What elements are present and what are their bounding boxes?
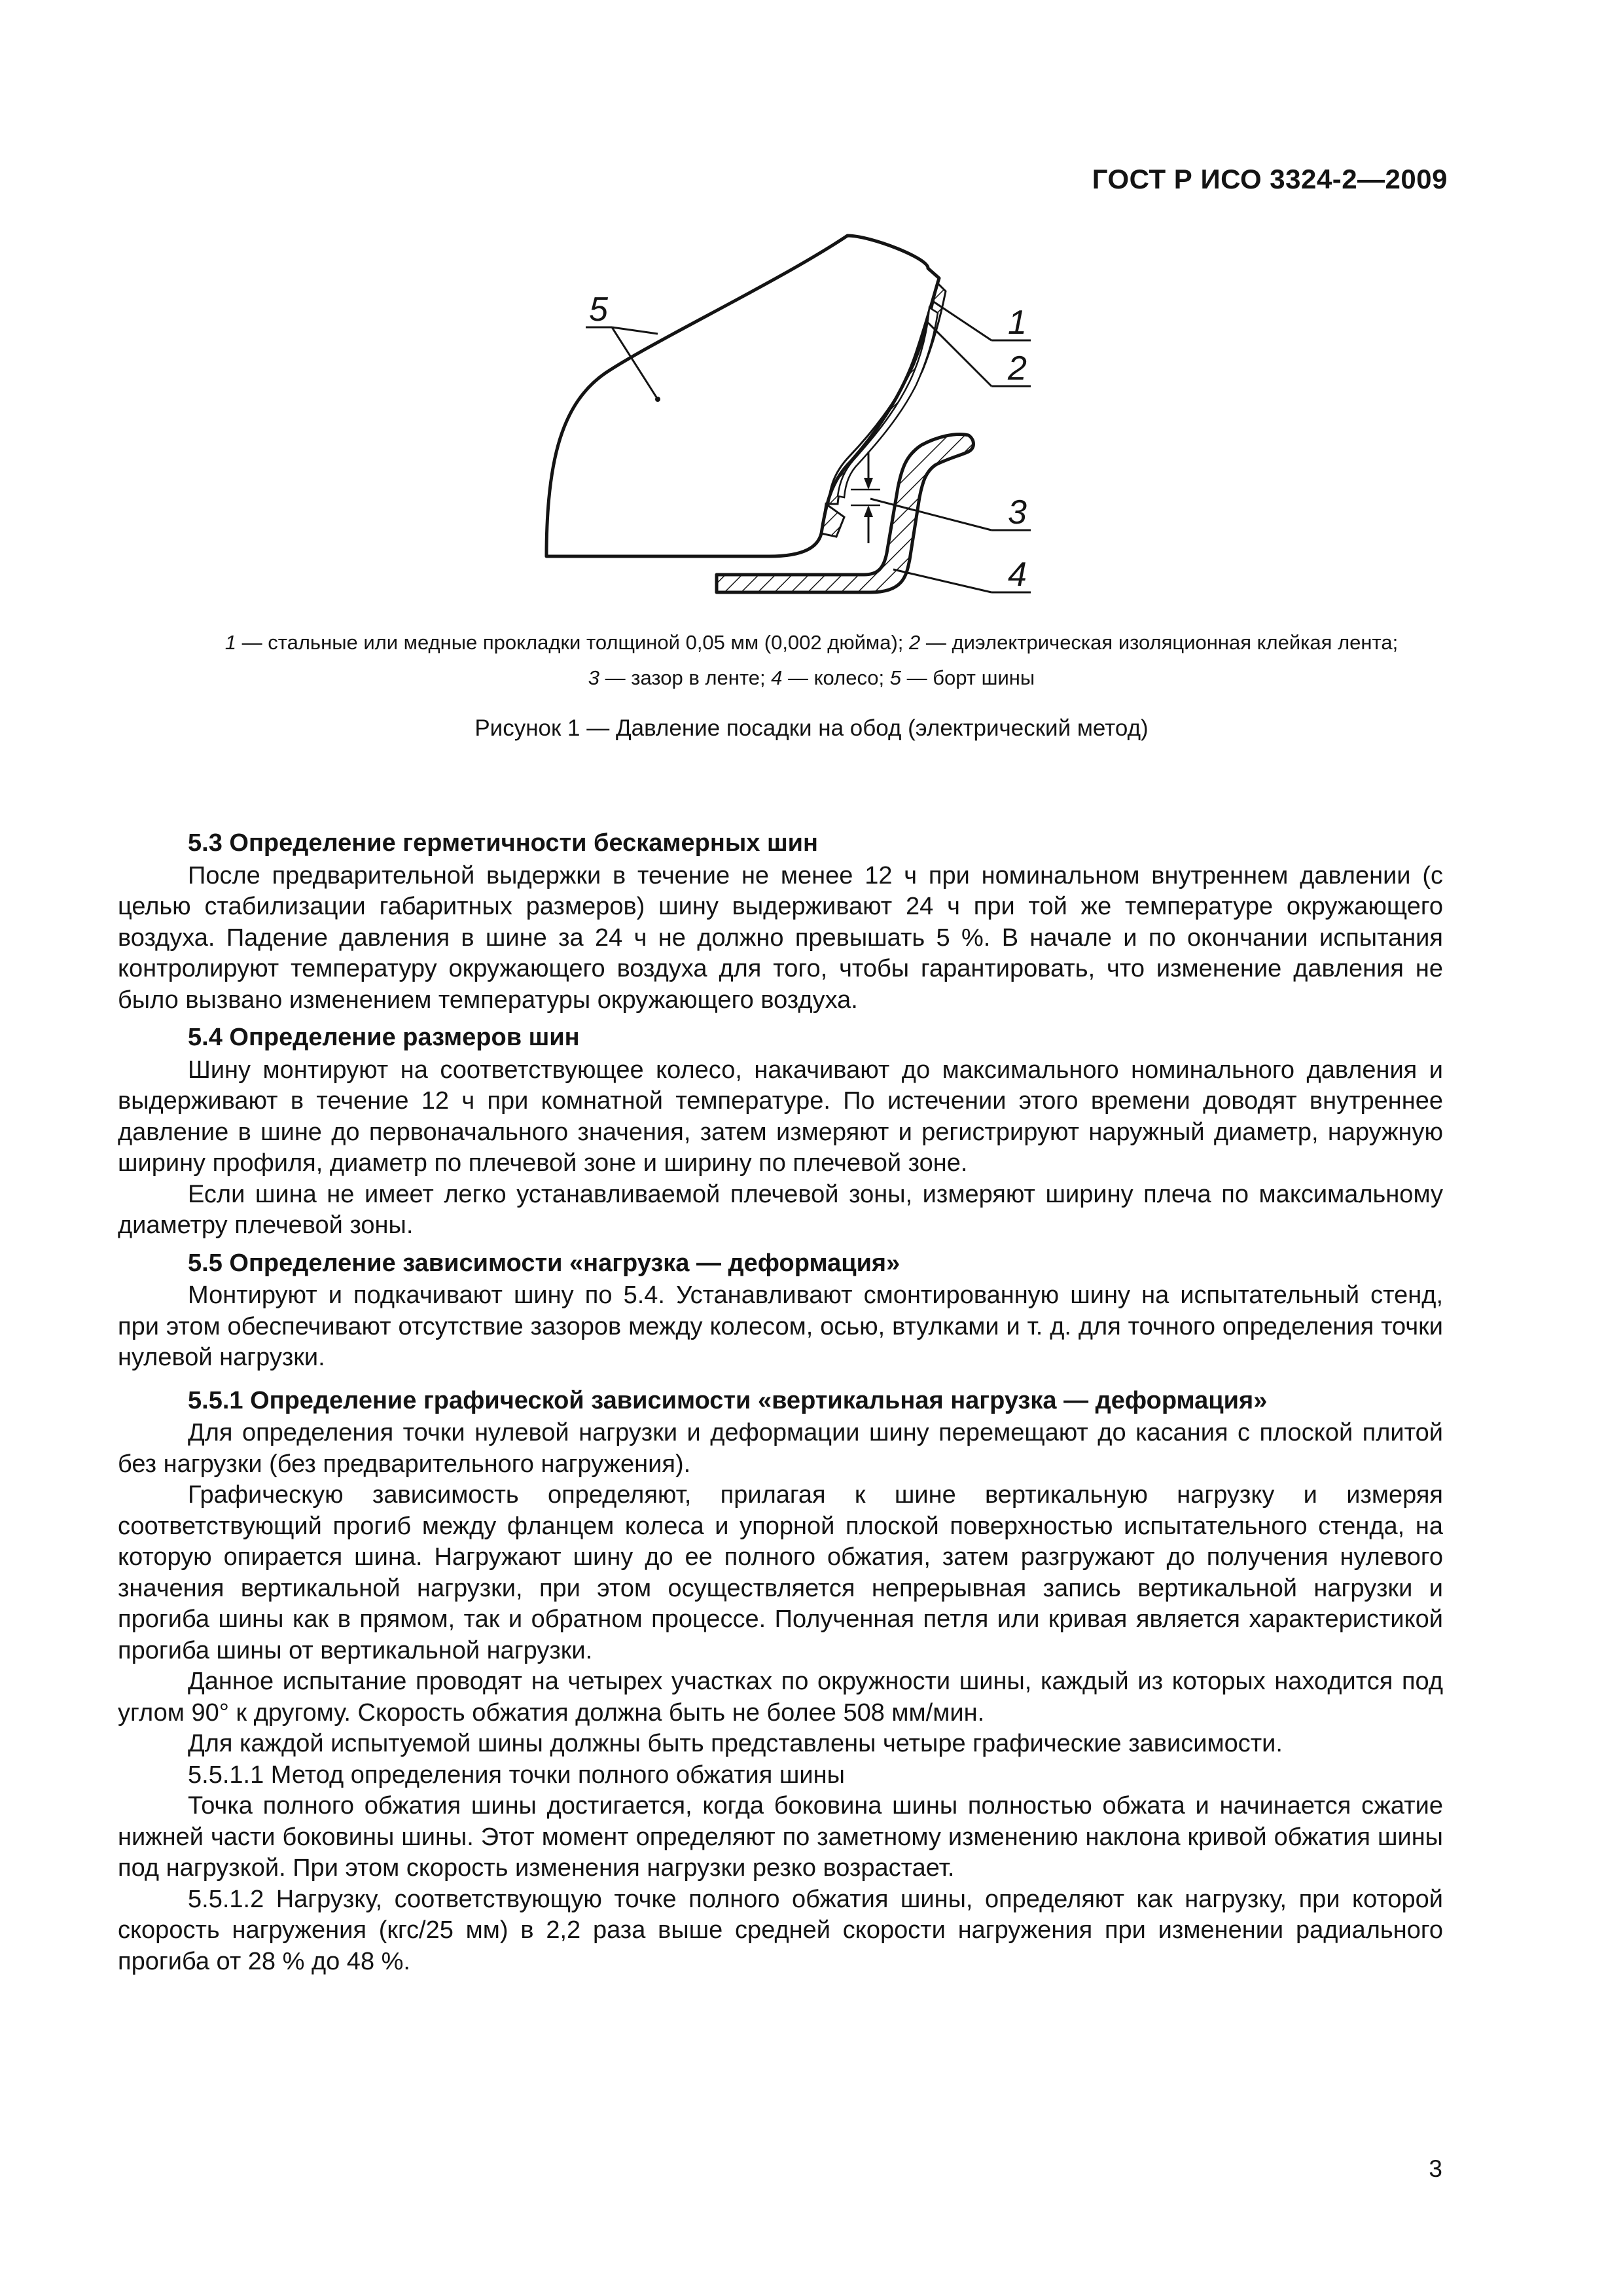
- legend-text-5: — борт шины: [901, 666, 1035, 689]
- section-5-5-paragraph: Монтируют и подкачивают шину по 5.4. Устанавливают смонтированную шину на испытательный стенд, при этом обеспечивают отсутствие зазоров между колесом, осью, втулками и т. д. для точного определения точки нулевой нагрузки.: [118, 1282, 1443, 1371]
- section-5-5-1-paragraph-1: Для определения точки нулевой нагрузки и деформации шину перемещают до касания с плоской плитой без нагрузки (без предварительного нагружения).: [118, 1419, 1443, 1478]
- legend-line-1: [118, 625, 1505, 660]
- tire-bead-outline: [546, 236, 939, 556]
- legend-text-1: — стальные или медные прокладки толщиной 0,05 мм (0,002 дюйма);: [236, 631, 910, 654]
- legend-num-1: 1: [224, 631, 237, 654]
- callout-label-2: 2: [1008, 350, 1027, 387]
- section-5-5-1-2-paragraph: 5.5.1.2 Нагрузку, соответствующую точке полного обжатия шины, определяют как нагрузку, при которой скорость нагружения (кгс/25 мм) в 2,2 раза выше средней скорости нагружения при изменении радиального прогиба от 28 % до 48 %.: [118, 1885, 1443, 1975]
- leader-line-1: [933, 301, 991, 340]
- section-5-3-paragraph: После предварительной выдержки в течение не менее 12 ч при номинальном внутреннем давлении (с целью стабилизации габаритных размеров) шину выдерживают 24 ч при той же температуре окружающего воздуха. Падение давления в шине за 24 ч не должно превышать 5 %. В начале и по окончании испытания контролируют температуру окружающего воздуха для того, чтобы гарантировать, что изменение давления не было вызвано изменением температуры окружающего воздуха.: [118, 861, 1443, 1014]
- callout-label-3: 3: [1008, 493, 1027, 531]
- section-5-5-1-1-paragraph: Точка полного обжатия шины достигается, когда боковина шины полностью обжата и начинается сжатие нижней части боковины шины. Этот момент определяют по заметному изменению наклона кривой обжатия шины под нагрузкой. При этом скорость изменения нагрузки резко возрастает.: [118, 1792, 1443, 1882]
- section-5-3-heading: 5.3 Определение герметичности бескамерных шин: [188, 829, 818, 857]
- legend-text-2: — диэлектрическая изоляционная клейкая лента;: [920, 631, 1399, 654]
- section-5-4-paragraph-1: Шину монтируют на соответствующее колесо, накачивают до максимального номинального давления и выдерживают в течение 12 ч при комнатной температуре. По истечении этого времени доводят внутреннее давление в шине до первоначального значения, затем измеряют и регистрируют наружный диаметр, наружную ширину профиля, диаметр по плечевой зоне и ширину по плечевой зоне.: [118, 1056, 1443, 1177]
- callout-label-4: 4: [1008, 556, 1027, 594]
- figure-legend: [118, 625, 1505, 696]
- leader-line-4: [893, 569, 991, 592]
- bead-tip-notch: [821, 504, 844, 537]
- leader-line-5: [612, 327, 658, 334]
- callout-label-1: 1: [1008, 304, 1027, 342]
- document-code-header: ГОСТ Р ИСО 3324-2—2009: [1092, 164, 1448, 194]
- section-5-5-1-paragraph-3: Данное испытание проводят на четырех участках по окружности шины, каждый из которых находится под углом 90° к другому. Скорость обжатия должна быть не более 508 мм/мин.: [118, 1668, 1443, 1727]
- callout-label-5: 5: [589, 291, 608, 329]
- page-number: 3: [1429, 2155, 1442, 2182]
- leader-line-2: [926, 321, 991, 386]
- legend-num-2: 2: [909, 631, 921, 654]
- leader-line-3: [870, 499, 991, 530]
- legend-num-3: 3: [588, 666, 600, 689]
- legend-line-2: [118, 660, 1505, 696]
- section-5-5-1-paragraph-4: Для каждой испытуемой шины должны быть представлены четыре графические зависимости.: [188, 1730, 1283, 1757]
- figure-bead-seating-drawing: [0, 0, 1623, 655]
- legend-num-5: 5: [889, 666, 902, 689]
- section-5-5-1-1-title: 5.5.1.1 Метод определения точки полного обжатия шины: [188, 1761, 845, 1789]
- figure-title: Рисунок 1 — Давление посадки на обод (электрический метод): [474, 715, 1149, 741]
- section-5-4-paragraph-2: Если шина не имеет легко устанавливаемой плечевой зоны, измеряют ширину плеча по максимальному диаметру плечевой зоны.: [118, 1180, 1443, 1239]
- legend-text-3: — зазор в ленте;: [599, 666, 772, 689]
- wheel-rim: [717, 434, 974, 592]
- legend-text-4: — колесо;: [782, 666, 890, 689]
- section-5-4-heading: 5.4 Определение размеров шин: [188, 1024, 580, 1051]
- section-5-5-1-paragraph-2: Графическую зависимость определяют, прилагая к шине вертикальную нагрузку и измеряя соответствующий прогиб между фланцем колеса и упорной плоской поверхностью испытательного стенда, на которую опирается шина. Нагружают шину до ее полного обжатия, затем разгружают до получения нулевого значения вертикальной нагрузки, при этом осуществляется непрерывная запись вертикальной нагрузки и прогиба шины как в прямом, так и обратном процессе. Полученная петля или кривая является характеристикой прогиба шины от вертикальной нагрузки.: [118, 1481, 1443, 1664]
- section-5-5-heading: 5.5 Определение зависимости «нагрузка — деформация»: [188, 1249, 901, 1277]
- legend-num-4: 4: [771, 666, 783, 689]
- body-text: [118, 828, 1443, 1977]
- section-5-5-1-heading: 5.5.1 Определение графической зависимости «вертикальная нагрузка — деформация»: [188, 1386, 1268, 1414]
